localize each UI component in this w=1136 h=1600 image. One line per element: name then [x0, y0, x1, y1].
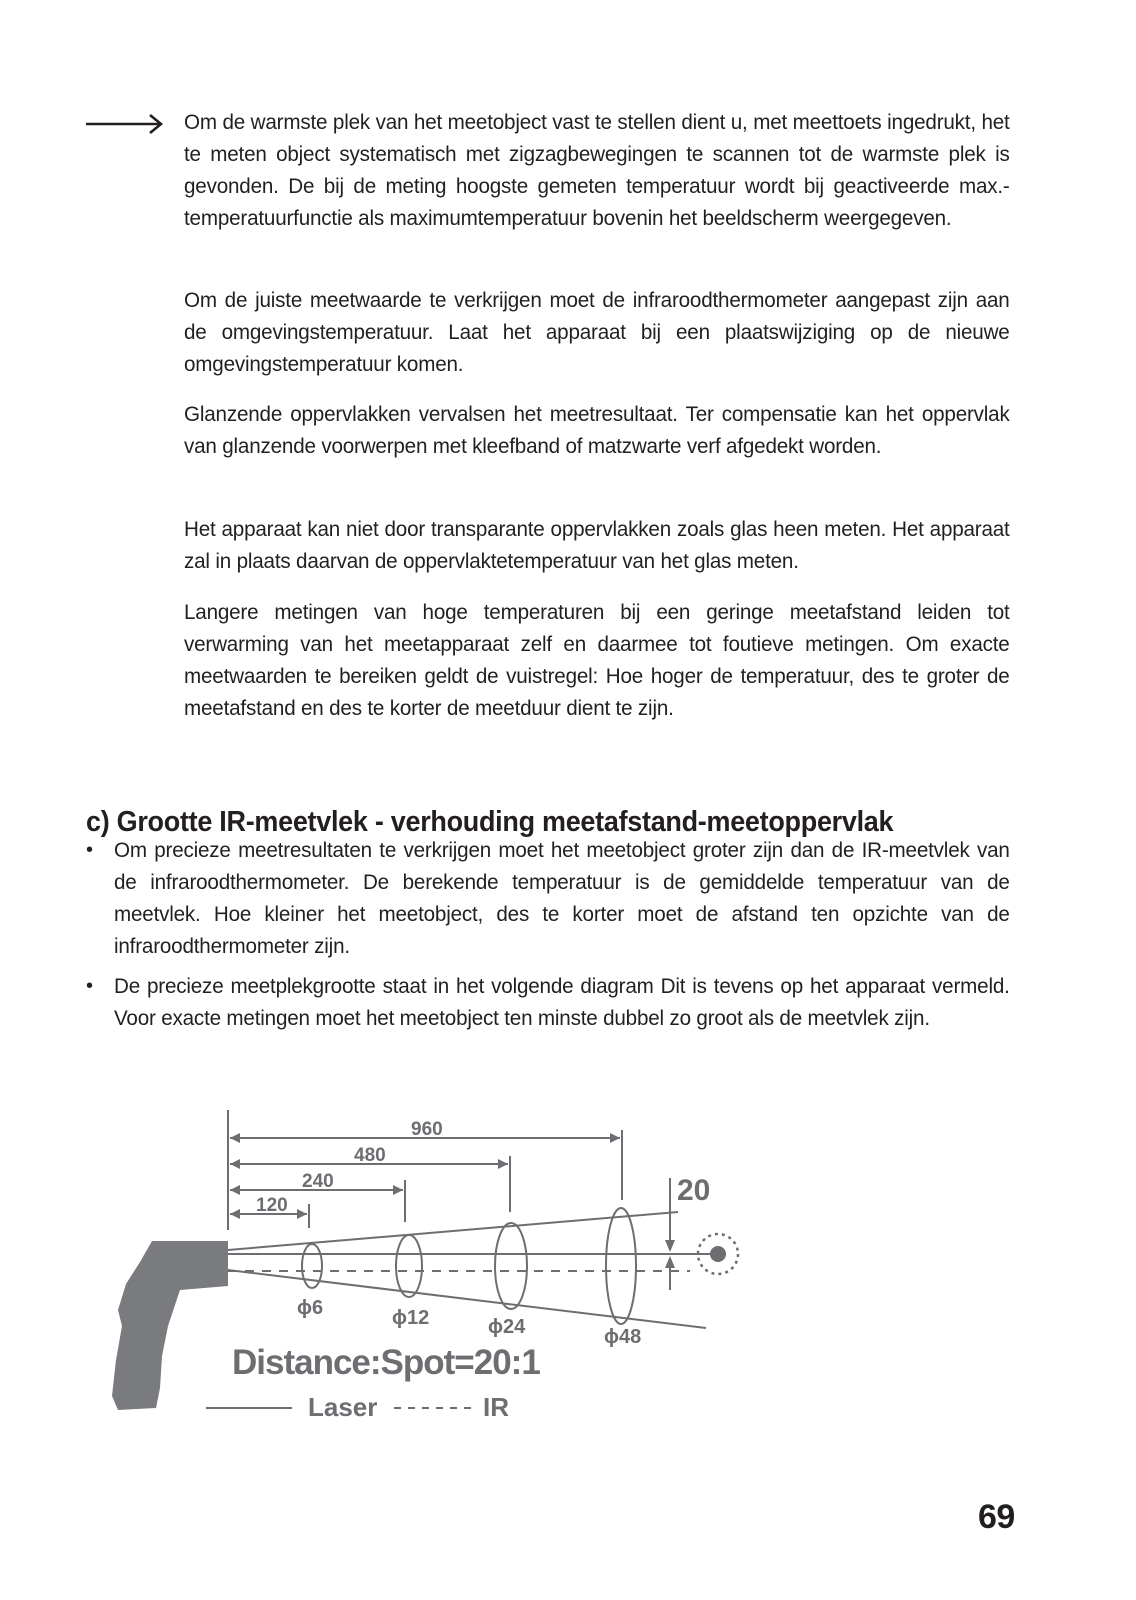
paragraph-text: Glanzende oppervlakken vervalsen het meetresultaat. Ter compensatie kan het oppervlak van glanzende voorwerpen met kleefband of matzwarte verf afgedekt worden. [184, 402, 1010, 458]
paragraph-transparent-surfaces [184, 513, 1010, 577]
arrowhead [665, 1256, 675, 1268]
beam-upper-edge [228, 1212, 678, 1250]
paragraph-hottest-spot [184, 106, 1010, 234]
thermometer-gun-icon [112, 1241, 228, 1410]
spot-ellipse-24 [495, 1223, 527, 1309]
arrowhead [610, 1133, 620, 1143]
spot-ellipse-48 [606, 1208, 636, 1324]
distance-label-240: 240 [302, 1171, 334, 1192]
offset-label: 20 [677, 1174, 711, 1207]
paragraph-shiny-surfaces [184, 398, 1010, 462]
arrowhead [230, 1159, 240, 1169]
ir-spot-size-diagram [0, 1100, 1136, 1440]
paragraph-text: Langere metingen van hoge temperaturen bij een geringe meetafstand leiden tot verwarming van het meetapparaat zelf en daarmee tot foutieve metingen. Om exacte meetwaarden te bereiken geldt de vuistregel: Hoe hoger de temperatuur, des te groter de meetafstand en des te korter de meetduur dient te zijn. [184, 600, 1010, 720]
bullet-text: De precieze meetplekgrootte staat in het volgende diagram Dit is tevens op het apparaat vermeld. Voor exacte metingen moet het meetobject ten minste dubbel zo groot als de meetvlek zijn. [114, 974, 1010, 1030]
spot-ellipse-12 [396, 1235, 422, 1297]
laser-legend-label: Laser [308, 1392, 378, 1422]
ir-legend-label: IR [483, 1392, 509, 1422]
distance-label-960: 960 [411, 1119, 443, 1140]
arrowhead [498, 1159, 508, 1169]
bullet-icon: • [86, 839, 94, 861]
paragraph-text: Het apparaat kan niet door transparante oppervlakken zoals glas heen meten. Het apparaat zal in plaats daarvan de oppervlaktetemperatuur van het glas meten. [184, 517, 1010, 573]
distance-label-120: 120 [256, 1195, 288, 1216]
paragraph-ambient-temperature [184, 284, 1010, 380]
paragraph-text: Om de warmste plek van het meetobject vast te stellen dient u, met meettoets ingedrukt, het te meten object systematisch met zigzagbewegingen te scannen tot de warmste plek is gevonden. De bij de meting hoogste gemeten temperatuur wordt bij geactiveerde max.-temperatuurfunctie als maximumtemperatuur bovenin het beeldscherm weergegeven. [184, 110, 1010, 230]
distance-label-480: 480 [354, 1145, 386, 1166]
ratio-label: Distance:Spot=20:1 [232, 1343, 540, 1382]
spot-ellipse-6 [302, 1244, 322, 1288]
arrowhead [665, 1240, 675, 1252]
section-heading: c) Grootte IR-meetvlek - verhouding meetafstand-meetoppervlak [86, 806, 894, 838]
paragraph-text: Om de juiste meetwaarde te verkrijgen moet de infraroodthermometer aangepast zijn aan de omgevingstemperatuur. Laat het apparaat bij een plaatswijziging op de nieuwe omgevingstemperatuur komen. [184, 288, 1010, 376]
laser-dot [710, 1246, 726, 1262]
paragraph-long-measurements [184, 596, 1010, 724]
arrowhead [230, 1185, 240, 1195]
spot-size-label-48: ϕ48 [604, 1326, 642, 1348]
arrowhead [230, 1133, 240, 1143]
arrowhead [393, 1185, 403, 1195]
arrow-right-icon [86, 112, 166, 136]
spot-size-label-6: ϕ6 [297, 1297, 324, 1319]
arrowhead [297, 1209, 307, 1219]
spot-size-label-24: ϕ24 [488, 1316, 526, 1338]
page-number: 69 [978, 1498, 1015, 1536]
spot-size-label-12: ϕ12 [392, 1307, 430, 1329]
arrowhead [230, 1209, 240, 1219]
bullet-icon: • [86, 975, 94, 997]
bullet-text: Om precieze meetresultaten te verkrijgen moet het meetobject groter zijn dan de IR-meetvlek van de infraroodthermometer. De berekende temperatuur is de gemiddelde temperatuur van de meetvlek. Hoe kleiner het meetobject, des te korter moet de afstand ten opzichte van de infraroodthermometer zijn. [114, 838, 1010, 958]
